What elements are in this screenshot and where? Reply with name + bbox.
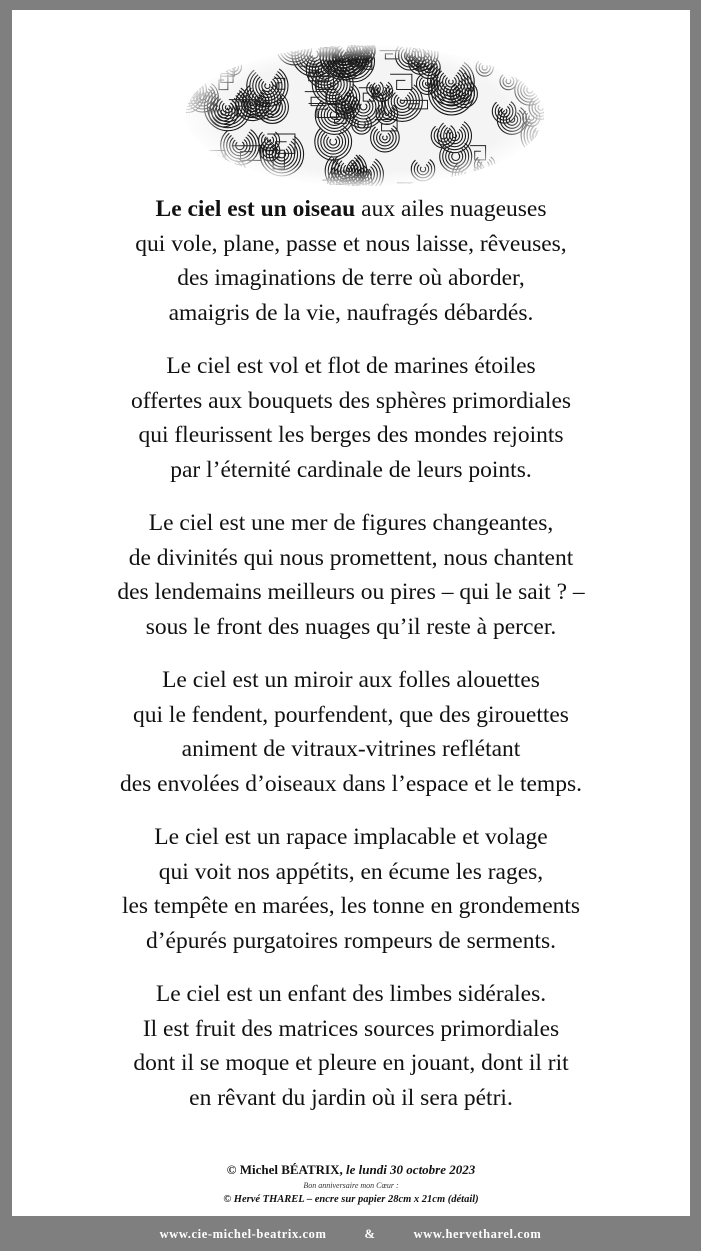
poem-line: qui le fendent, pourfendent, que des girouettes <box>133 701 569 728</box>
poem-card <box>12 10 690 1216</box>
website-link-right[interactable]: www.hervetharel.com <box>413 1226 542 1241</box>
poem-line: dont il se moque et pleure en jouant, dont il rit <box>133 1050 569 1076</box>
poem-line: en rêvant du jardin où il sera pétri. <box>189 1084 513 1111</box>
poem-line <box>12 192 690 227</box>
poem-line: d’épurés purgatoires rompeurs de serments. <box>145 927 557 954</box>
footer-bar <box>0 1219 701 1249</box>
footer-separator: & <box>364 1226 376 1241</box>
poem-line: Le ciel est un enfant des limbes sidérales. <box>155 981 547 1007</box>
poem-title-phrase: Le ciel est un oiseau <box>155 196 356 222</box>
poem-line: qui vole, plane, passe et nous laisse, rêveuses, <box>135 230 567 257</box>
poem-line: animent de vitraux-vitrines reflétant <box>181 736 521 762</box>
poem-line: sous le front des nuages qu’il reste à percer. <box>145 613 557 640</box>
stanza <box>12 506 690 644</box>
dedication: Bon anniversaire mon Cœur : <box>303 1181 399 1190</box>
ink-drawing-image <box>184 43 546 188</box>
poem-line: des imaginations de terre où aborder, <box>177 265 525 291</box>
poem-line: Le ciel est un rapace implacable et volage <box>154 824 548 850</box>
poem-line: Il est fruit des matrices sources primordiales <box>142 1015 560 1042</box>
poem-line: amaigris de la vie, naufragés débardés. <box>168 299 534 326</box>
stanza <box>12 192 690 330</box>
poem-line: qui fleurissent les berges des mondes rejoints <box>138 422 564 448</box>
website-link-left[interactable]: www.cie-michel-beatrix.com <box>159 1226 327 1241</box>
author-name: © Michel BÉATRIX, <box>226 1162 343 1177</box>
poem-line: qui voit nos appétits, en écume les rages, <box>158 858 544 885</box>
stanza <box>12 349 690 487</box>
poem-line: par l’éternité cardinale de leurs points. <box>170 456 532 483</box>
credits <box>12 1160 690 1208</box>
artwork-credit: © Hervé THAREL – encre sur papier 28cm x 21cm (détail) <box>223 1194 479 1205</box>
poem-line-rest: aux ailes nuageuses <box>355 196 547 222</box>
poem-line: des lendemains meilleurs ou pires – qui le sait ? – <box>117 579 585 605</box>
poem-line: des envolées d’oiseaux dans l’espace et le temps. <box>119 770 582 797</box>
stanza <box>12 663 690 801</box>
author-credit <box>12 1160 690 1180</box>
poem <box>12 192 690 1134</box>
poem-line: Le ciel est vol et flot de marines étoiles <box>166 353 536 379</box>
poem-date: le lundi 30 octobre 2023 <box>345 1162 476 1177</box>
poem-line: les tempête en marées, les tonne en grondements <box>121 893 581 919</box>
poem-line: Le ciel est une mer de figures changeantes, <box>148 510 554 536</box>
poem-line: Le ciel est un miroir aux folles alouettes <box>162 667 540 693</box>
stanza <box>12 820 690 958</box>
poem-line: offertes aux bouquets des sphères primordiales <box>130 387 572 414</box>
stanza <box>12 977 690 1115</box>
poem-line: de divinités qui nous promettent, nous chantent <box>128 544 574 571</box>
